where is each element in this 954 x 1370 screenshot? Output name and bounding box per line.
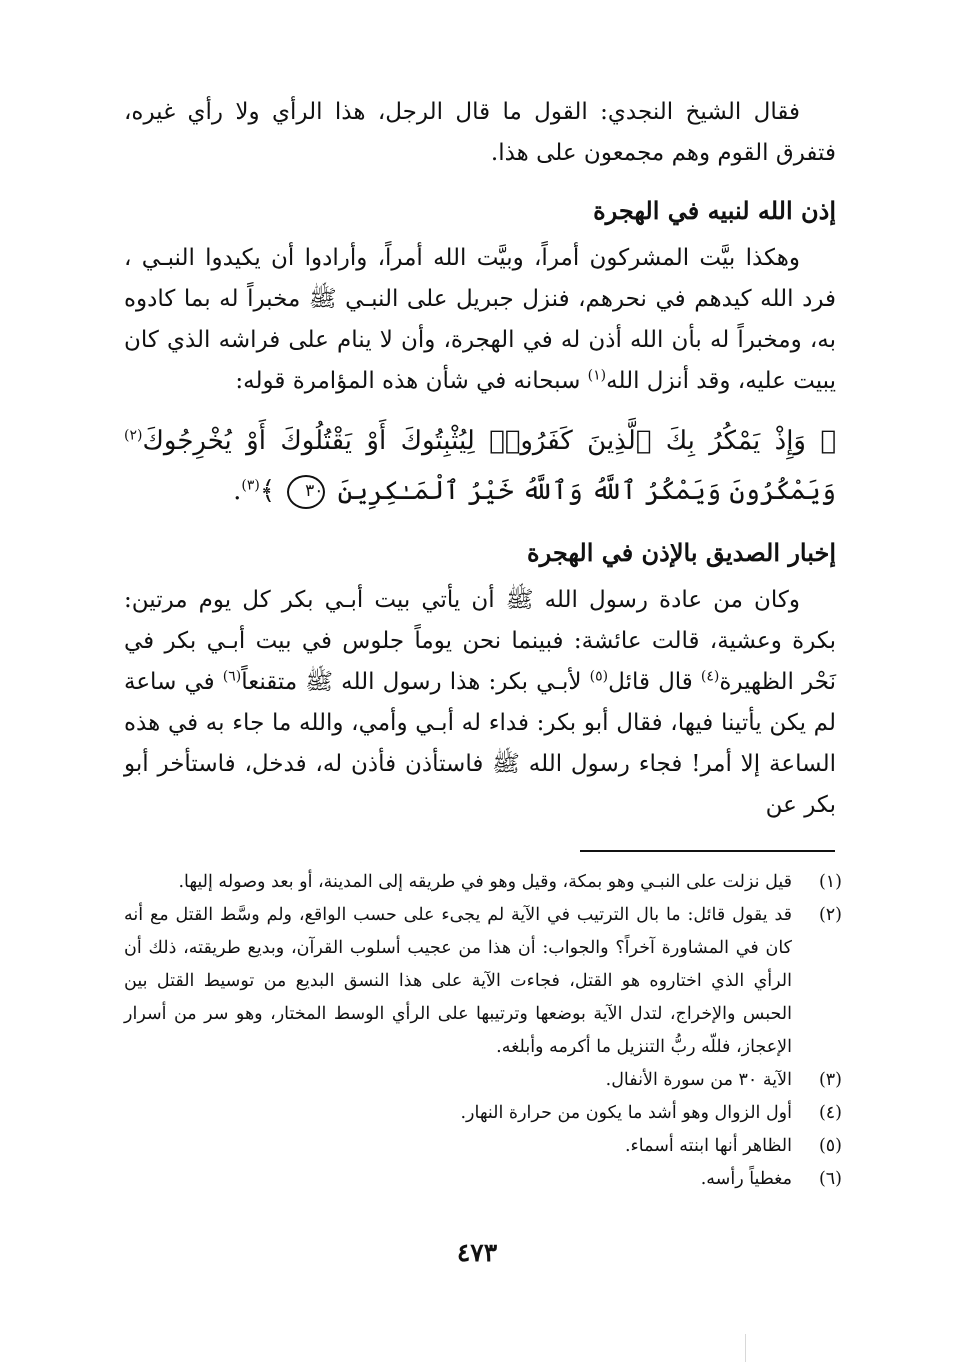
footnote-separator — [580, 850, 835, 852]
footnote-ref-2[interactable]: (٢) — [124, 427, 143, 444]
footnote-ref-4[interactable]: (٤) — [700, 668, 720, 685]
paragraph-visit-text-c: لأبـي بكر: هذا رسول الله ﷺ متقنعاً — [241, 669, 590, 695]
footnote-text: الظاهر أنها ابنته أسماء. — [624, 1136, 792, 1156]
footnote-number: (١) — [818, 872, 842, 892]
footnote-item — [124, 866, 842, 899]
quran-verse — [124, 416, 836, 516]
footnote-ref-5[interactable]: (٥) — [589, 668, 609, 685]
verse-end-period: . — [233, 476, 242, 506]
paragraph-plot-tail: سبحانه في شأن هذه المؤامرة قوله: — [235, 368, 588, 394]
paragraph-visit-text-d: في ساعة لم يكن يأتينا فيها، فقال أبو بكر: فداء له أبـي وأمي، والله ما جاء به في هذه الساعة إلا أمر! فجاء رسول الله ﷺ فاستأذن فأذن له، فدخل، فاستأخر أبو بكر عن — [124, 669, 836, 818]
section-heading-hijra-permission: إذن الله لنبيه في الهجرة — [593, 196, 836, 225]
footnote-ref-6[interactable]: (٦) — [222, 668, 242, 685]
footnote-item — [124, 899, 842, 1064]
paragraph-visit-text-b: قال قائل — [608, 669, 701, 695]
footnote-ref-1[interactable]: (١) — [587, 367, 607, 384]
verse-text-part1: وَإِذْ يَمْكُرُ بِكَ ٱلَّذِينَ كَفَرُوا۟ لِيُثْبِتُوكَ أَوْ يَقْتُلُوكَ أَوْ يُخْرِجُوكَ — [142, 426, 806, 456]
paragraph-visit — [124, 580, 836, 826]
verse-close-bracket: ﴾ — [259, 476, 276, 506]
verse-text-part2: وَيَمْكُرُونَ وَيَمْكُرُ ٱللَّهُ وَٱللَّهُ خَيْرُ ٱلْمَـٰكِرِينَ — [337, 476, 836, 506]
verse-open-bracket: ﴿ — [820, 426, 836, 456]
paragraph-visit-text-a: وكان من عادة رسول الله ﷺ أن يأتي بيت أبـي بكر كل يوم مرتين: بكرة وعشية، قالت عائشة: فبينما نحن يوماً جلوس في بيت أبـي بكر في نَحْر الظهيرة — [124, 587, 836, 695]
footnote-number: (٤) — [818, 1103, 842, 1123]
footnote-number: (٣) — [818, 1070, 842, 1090]
paragraph-opening: فقال الشيخ النجدي: القول ما قال الرجل، هذا الرأي ولا رأي غيره، فتفرق القوم وهم مجمعون على هذا. — [124, 99, 836, 166]
footnote-item — [124, 1064, 842, 1097]
footnote-text: قد يقول قائل: ما بال الترتيب في الآية لم يجىء على حسب الواقع، ولم وسَّط القتل مع أنه كان في المشاورة آخراً؟ والجواب: أن هذا من عجيب أسلوب القرآن، وبديع طريقته، ذلك أن الرأي الذي اختاروه هو القتل، فجاءت الآية على هذا النسق البديع من توسيط القتل بين الحبس والإخراج، لتدل الآية بوضعها وترتيبها على الرأي الوسط المختار، وهو سر من أسرار الإعجاز، فللّه ربُّ التنزيل ما أكرمه وأبلغه. — [124, 905, 792, 1057]
main-text — [124, 92, 836, 826]
page-number: ٤٧٣ — [456, 1238, 498, 1267]
ayah-number-marker: ٣٠ — [287, 475, 325, 509]
paragraph-plot — [124, 238, 836, 402]
footnote-item — [124, 1163, 842, 1196]
footnote-item — [124, 1130, 842, 1163]
footnote-number: (٥) — [818, 1136, 842, 1156]
paragraph-plot-text: وهكذا بيَّت المشركون أمراً، وبيَّت الله أمراً، وأرادوا أن يكيدوا النبـي ، فرد الله كيدهم في نحرهم، فنزل جبريل على النبـي ﷺ مخبراً له بما كادوه به، ومخبراً له بأن الله أذن له في الهجرة، وأن لا ينام على فراشه الذي كان يبيت عليه، وقد أنزل الله — [124, 245, 836, 394]
footnote-number: (٢) — [818, 905, 842, 925]
footnote-number: (٦) — [818, 1169, 842, 1189]
footnote-text: أول الزوال وهو أشد ما يكون من حرارة النهار. — [460, 1103, 792, 1123]
footnote-text: الآية ٣٠ من سورة الأنفال. — [605, 1070, 792, 1090]
footnote-text: مغطياً رأسه. — [700, 1169, 792, 1189]
footnote-text: قيل نزلت على النبـي وهو بمكة، وقيل وهو في طريقه إلى المدينة، أو بعد وصوله إليها. — [178, 872, 792, 892]
footnote-ref-3[interactable]: (٣) — [241, 477, 260, 494]
footnote-item — [124, 1097, 842, 1130]
scan-artifact-line — [745, 1334, 746, 1362]
section-heading-siddiq-informed: إخبار الصديق بالإذن في الهجرة — [527, 538, 836, 567]
footnotes-section — [124, 866, 842, 1196]
